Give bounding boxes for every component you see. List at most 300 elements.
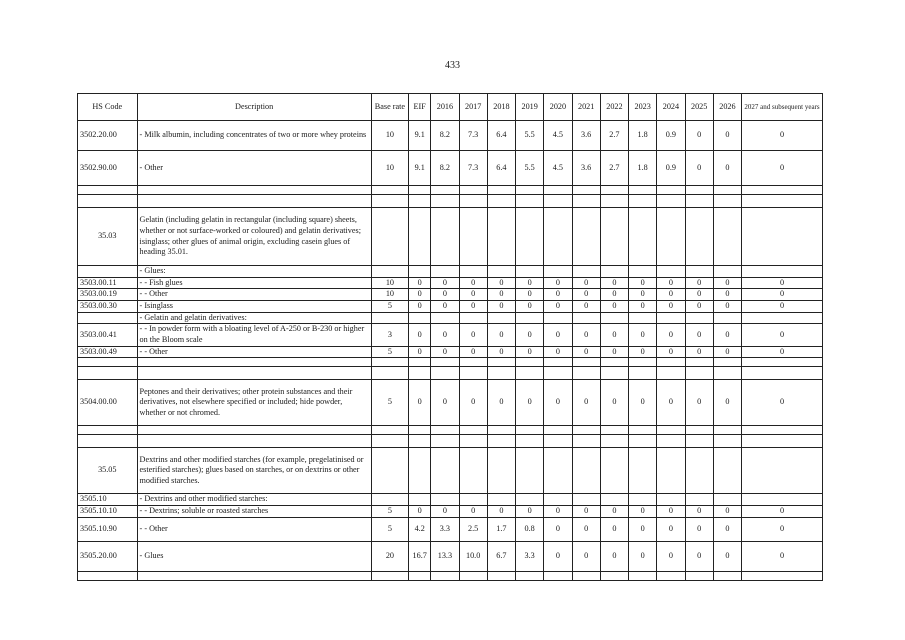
header-subsequent-years: 2027 and subsequent years — [742, 94, 823, 121]
hs-code-cell: 3502.90.00 — [78, 151, 138, 186]
empty-cell — [742, 266, 823, 278]
rate-cell: 0 — [487, 380, 515, 426]
rate-cell: 0 — [713, 380, 741, 426]
empty-cell — [544, 208, 572, 266]
empty-cell — [600, 435, 628, 448]
header-base-rate: Base rate — [371, 94, 408, 121]
rate-cell: 0 — [487, 300, 515, 312]
hs-code-cell: 3505.10.90 — [78, 517, 138, 541]
rate-cell: 0 — [657, 346, 685, 358]
rate-cell: 6.4 — [487, 121, 515, 151]
empty-cell — [685, 494, 713, 506]
empty-cell — [600, 195, 628, 208]
empty-cell — [713, 571, 741, 580]
header-year-2019: 2019 — [516, 94, 544, 121]
hs-code-cell: 3503.00.49 — [78, 346, 138, 358]
rate-cell: 0 — [409, 505, 431, 517]
empty-cell — [516, 312, 544, 324]
rate-cell: 0 — [685, 289, 713, 301]
empty-cell — [657, 195, 685, 208]
rate-cell: 7.3 — [459, 121, 487, 151]
rate-cell: 0 — [459, 505, 487, 517]
empty-cell — [713, 266, 741, 278]
header-eif: EIF — [409, 94, 431, 121]
empty-cell — [371, 448, 408, 494]
rate-cell: 0 — [544, 346, 572, 358]
empty-cell — [629, 358, 657, 367]
rate-cell: 0 — [431, 346, 459, 358]
table-row — [78, 346, 823, 358]
empty-cell — [459, 208, 487, 266]
rate-cell: 10.0 — [459, 541, 487, 571]
empty-cell — [137, 426, 371, 435]
rate-cell: 0 — [629, 541, 657, 571]
rate-cell: 0 — [600, 380, 628, 426]
rate-cell: 0 — [685, 541, 713, 571]
empty-cell — [371, 571, 408, 580]
empty-cell — [409, 312, 431, 324]
empty-cell — [685, 208, 713, 266]
empty-cell — [459, 266, 487, 278]
empty-cell — [713, 208, 741, 266]
empty-cell — [487, 358, 515, 367]
empty-cell — [431, 312, 459, 324]
rate-cell: 0 — [516, 380, 544, 426]
rate-cell: 0 — [629, 517, 657, 541]
rate-cell: 5.5 — [516, 121, 544, 151]
empty-cell — [742, 367, 823, 380]
rate-cell: 0 — [685, 121, 713, 151]
empty-cell — [459, 435, 487, 448]
rate-cell: 0 — [685, 151, 713, 186]
empty-cell — [431, 208, 459, 266]
empty-cell — [713, 435, 741, 448]
rate-cell: 0 — [629, 324, 657, 346]
rate-cell: 0.9 — [657, 121, 685, 151]
empty-cell — [742, 208, 823, 266]
description-cell: - Glues: — [137, 266, 371, 278]
hs-code-cell: 3502.20.00 — [78, 121, 138, 151]
empty-cell — [431, 435, 459, 448]
empty-cell — [371, 367, 408, 380]
empty-cell — [572, 186, 600, 195]
rate-cell: 0 — [544, 517, 572, 541]
rate-cell: 0 — [600, 541, 628, 571]
rate-cell: 16.7 — [409, 541, 431, 571]
rate-cell: 0 — [657, 289, 685, 301]
empty-cell — [516, 358, 544, 367]
rate-cell: 2.7 — [600, 151, 628, 186]
rate-cell: 5 — [371, 517, 408, 541]
rate-cell: 0 — [409, 324, 431, 346]
rate-cell: 0 — [629, 277, 657, 289]
empty-cell — [572, 208, 600, 266]
empty-cell — [459, 426, 487, 435]
empty-cell — [685, 448, 713, 494]
rate-cell: 4.5 — [544, 121, 572, 151]
rate-cell: 0 — [629, 346, 657, 358]
heading-row — [78, 494, 823, 506]
empty-cell — [657, 266, 685, 278]
description-cell: - Gelatin and gelatin derivatives: — [137, 312, 371, 324]
empty-cell — [600, 494, 628, 506]
empty-cell — [516, 195, 544, 208]
empty-cell — [629, 494, 657, 506]
rate-cell: 6.4 — [487, 151, 515, 186]
empty-cell — [629, 435, 657, 448]
empty-cell — [544, 312, 572, 324]
rate-cell: 0 — [459, 289, 487, 301]
empty-cell — [544, 367, 572, 380]
table-row — [78, 324, 823, 346]
empty-cell — [572, 448, 600, 494]
empty-cell — [742, 494, 823, 506]
rate-cell: 0 — [713, 541, 741, 571]
description-cell: Peptones and their derivatives; other protein substances and their derivatives, not elsewhere specified or included; hide powder, whether or not chromed. — [137, 380, 371, 426]
empty-cell — [516, 571, 544, 580]
rate-cell: 10 — [371, 277, 408, 289]
rate-cell: 8.2 — [431, 151, 459, 186]
empty-cell — [459, 571, 487, 580]
table-row — [78, 541, 823, 571]
empty-cell — [742, 448, 823, 494]
rate-cell: 0 — [516, 277, 544, 289]
rate-cell: 0 — [713, 346, 741, 358]
empty-cell — [629, 571, 657, 580]
rate-cell: 0 — [657, 517, 685, 541]
rate-cell: 0 — [572, 380, 600, 426]
empty-cell — [487, 367, 515, 380]
empty-cell — [487, 426, 515, 435]
table-row — [78, 380, 823, 426]
empty-cell — [409, 571, 431, 580]
empty-cell — [78, 195, 138, 208]
rate-cell: 0 — [657, 541, 685, 571]
empty-cell — [713, 312, 741, 324]
empty-cell — [629, 448, 657, 494]
description-cell: - - Fish glues — [137, 277, 371, 289]
rate-cell: 0 — [742, 151, 823, 186]
empty-cell — [629, 426, 657, 435]
rate-cell: 0 — [600, 346, 628, 358]
hs-code-cell — [78, 266, 138, 278]
empty-cell — [685, 571, 713, 580]
heading-row — [78, 312, 823, 324]
empty-cell — [409, 494, 431, 506]
table-row — [78, 151, 823, 186]
rate-cell: 0 — [685, 324, 713, 346]
rate-cell: 0 — [572, 517, 600, 541]
empty-cell — [516, 186, 544, 195]
rate-cell: 0 — [629, 289, 657, 301]
empty-cell — [78, 186, 138, 195]
empty-cell — [544, 195, 572, 208]
empty-cell — [600, 266, 628, 278]
rate-cell: 0 — [487, 505, 515, 517]
rate-cell: 0 — [713, 277, 741, 289]
hs-code-cell: 3505.20.00 — [78, 541, 138, 571]
empty-cell — [544, 494, 572, 506]
empty-cell — [742, 571, 823, 580]
empty-cell — [137, 367, 371, 380]
rate-cell: 0 — [685, 300, 713, 312]
rate-cell: 0 — [657, 300, 685, 312]
separator-row — [78, 571, 823, 580]
rate-cell: 0 — [431, 324, 459, 346]
rate-cell: 1.7 — [487, 517, 515, 541]
rate-cell: 0 — [459, 346, 487, 358]
rate-cell: 0 — [431, 380, 459, 426]
rate-cell: 0 — [431, 505, 459, 517]
empty-cell — [657, 426, 685, 435]
rate-cell: 2.7 — [600, 121, 628, 151]
rate-cell: 5 — [371, 346, 408, 358]
header-year-2026: 2026 — [713, 94, 741, 121]
empty-cell — [685, 435, 713, 448]
table-row — [78, 517, 823, 541]
description-cell: - Milk albumin, including concentrates of two or more whey proteins — [137, 121, 371, 151]
rate-cell: 0 — [459, 300, 487, 312]
hs-code-cell: 3503.00.11 — [78, 277, 138, 289]
rate-cell: 0 — [487, 324, 515, 346]
rate-cell: 0 — [713, 324, 741, 346]
empty-cell — [409, 448, 431, 494]
empty-cell — [572, 266, 600, 278]
empty-cell — [371, 266, 408, 278]
empty-cell — [657, 186, 685, 195]
rate-cell: 0.9 — [657, 151, 685, 186]
rate-cell: 0 — [600, 517, 628, 541]
empty-cell — [629, 266, 657, 278]
rate-cell: 3.3 — [516, 541, 544, 571]
empty-cell — [657, 367, 685, 380]
rate-cell: 0 — [544, 324, 572, 346]
rate-cell: 10 — [371, 121, 408, 151]
empty-cell — [572, 494, 600, 506]
rate-cell: 0 — [572, 300, 600, 312]
empty-cell — [742, 358, 823, 367]
empty-cell — [137, 186, 371, 195]
empty-cell — [600, 426, 628, 435]
rate-cell: 9.1 — [409, 121, 431, 151]
empty-cell — [409, 195, 431, 208]
page-number: 433 — [445, 60, 460, 71]
empty-cell — [78, 571, 138, 580]
rate-cell: 0 — [600, 277, 628, 289]
rate-cell: 0 — [572, 346, 600, 358]
hs-code-cell: 3503.00.19 — [78, 289, 138, 301]
empty-cell — [516, 448, 544, 494]
empty-cell — [137, 358, 371, 367]
empty-cell — [572, 367, 600, 380]
spacer-row — [78, 435, 823, 448]
empty-cell — [409, 426, 431, 435]
empty-cell — [657, 494, 685, 506]
empty-cell — [409, 208, 431, 266]
rate-cell: 0 — [685, 505, 713, 517]
spacer-row — [78, 367, 823, 380]
empty-cell — [713, 448, 741, 494]
rate-cell: 1.8 — [629, 151, 657, 186]
empty-cell — [487, 195, 515, 208]
header-row — [78, 94, 823, 121]
rate-cell: 5 — [371, 380, 408, 426]
empty-cell — [371, 435, 408, 448]
empty-cell — [629, 367, 657, 380]
empty-cell — [600, 312, 628, 324]
empty-cell — [685, 426, 713, 435]
empty-cell — [431, 571, 459, 580]
hs-code-cell: 35.05 — [78, 448, 138, 494]
empty-cell — [431, 494, 459, 506]
rate-cell: 13.3 — [431, 541, 459, 571]
empty-cell — [629, 195, 657, 208]
tariff-schedule-table — [77, 93, 823, 581]
rate-cell: 0 — [572, 505, 600, 517]
rate-cell: 0 — [713, 289, 741, 301]
rate-cell: 0 — [572, 277, 600, 289]
empty-cell — [137, 195, 371, 208]
description-cell: - - Other — [137, 517, 371, 541]
description-cell: - Other — [137, 151, 371, 186]
rate-cell: 0 — [657, 277, 685, 289]
empty-cell — [371, 186, 408, 195]
empty-cell — [516, 266, 544, 278]
empty-cell — [78, 435, 138, 448]
rate-cell: 6.7 — [487, 541, 515, 571]
empty-cell — [600, 367, 628, 380]
empty-cell — [459, 367, 487, 380]
empty-cell — [713, 494, 741, 506]
rate-cell: 0 — [742, 300, 823, 312]
empty-cell — [409, 186, 431, 195]
rate-cell: 0 — [572, 324, 600, 346]
empty-cell — [742, 186, 823, 195]
empty-cell — [713, 367, 741, 380]
rate-cell: 0 — [544, 277, 572, 289]
empty-cell — [459, 358, 487, 367]
rate-cell: 0 — [742, 324, 823, 346]
rate-cell: 0 — [600, 324, 628, 346]
table-row — [78, 289, 823, 301]
empty-cell — [713, 358, 741, 367]
empty-cell — [544, 435, 572, 448]
description-cell: - Isinglass — [137, 300, 371, 312]
rate-cell: 0 — [657, 324, 685, 346]
rate-cell: 0 — [657, 380, 685, 426]
rate-cell: 0 — [742, 121, 823, 151]
rate-cell: 0 — [487, 277, 515, 289]
empty-cell — [487, 571, 515, 580]
separator-row — [78, 186, 823, 195]
separator-row — [78, 426, 823, 435]
rate-cell: 4.5 — [544, 151, 572, 186]
rate-cell: 0 — [713, 300, 741, 312]
rate-cell: 0 — [409, 346, 431, 358]
empty-cell — [371, 426, 408, 435]
empty-cell — [657, 571, 685, 580]
empty-cell — [409, 358, 431, 367]
empty-cell — [685, 266, 713, 278]
empty-cell — [657, 448, 685, 494]
empty-cell — [629, 312, 657, 324]
empty-cell — [78, 426, 138, 435]
empty-cell — [137, 435, 371, 448]
header-year-2017: 2017 — [459, 94, 487, 121]
separator-row — [78, 358, 823, 367]
empty-cell — [685, 358, 713, 367]
empty-cell — [544, 426, 572, 435]
rate-cell: 0 — [544, 289, 572, 301]
rate-cell: 5.5 — [516, 151, 544, 186]
description-cell: - - Other — [137, 346, 371, 358]
hs-code-cell: 3503.00.30 — [78, 300, 138, 312]
rate-cell: 0 — [516, 324, 544, 346]
rate-cell: 0 — [600, 300, 628, 312]
empty-cell — [629, 186, 657, 195]
empty-cell — [371, 494, 408, 506]
rate-cell: 0 — [431, 300, 459, 312]
rate-cell: 0 — [431, 289, 459, 301]
empty-cell — [459, 494, 487, 506]
header-year-2025: 2025 — [685, 94, 713, 121]
rate-cell: 2.5 — [459, 517, 487, 541]
heading-row — [78, 448, 823, 494]
empty-cell — [544, 266, 572, 278]
description-cell: - - Dextrins; soluble or roasted starches — [137, 505, 371, 517]
rate-cell: 20 — [371, 541, 408, 571]
rate-cell: 0 — [409, 300, 431, 312]
empty-cell — [713, 426, 741, 435]
rate-cell: 0 — [713, 505, 741, 517]
table-row — [78, 121, 823, 151]
empty-cell — [657, 358, 685, 367]
rate-cell: 0 — [742, 289, 823, 301]
rate-cell: 0 — [713, 517, 741, 541]
hs-code-cell — [78, 312, 138, 324]
hs-code-cell: 3505.10.10 — [78, 505, 138, 517]
rate-cell: 10 — [371, 289, 408, 301]
rate-cell: 0 — [572, 289, 600, 301]
rate-cell: 3.3 — [431, 517, 459, 541]
empty-cell — [459, 312, 487, 324]
rate-cell: 0 — [544, 505, 572, 517]
header-year-2016: 2016 — [431, 94, 459, 121]
rate-cell: 0 — [544, 541, 572, 571]
rate-cell: 0 — [487, 346, 515, 358]
empty-cell — [516, 208, 544, 266]
empty-cell — [572, 195, 600, 208]
rate-cell: 0 — [431, 277, 459, 289]
empty-cell — [137, 571, 371, 580]
rate-cell: 10 — [371, 151, 408, 186]
empty-cell — [487, 208, 515, 266]
rate-cell: 8.2 — [431, 121, 459, 151]
empty-cell — [742, 195, 823, 208]
empty-cell — [371, 195, 408, 208]
hs-code-cell: 3505.10 — [78, 494, 138, 506]
empty-cell — [459, 448, 487, 494]
rate-cell: 0 — [516, 300, 544, 312]
empty-cell — [713, 186, 741, 195]
rate-cell: 5 — [371, 505, 408, 517]
rate-cell: 1.8 — [629, 121, 657, 151]
empty-cell — [516, 367, 544, 380]
rate-cell: 0 — [713, 151, 741, 186]
empty-cell — [657, 435, 685, 448]
empty-cell — [572, 312, 600, 324]
empty-cell — [409, 266, 431, 278]
